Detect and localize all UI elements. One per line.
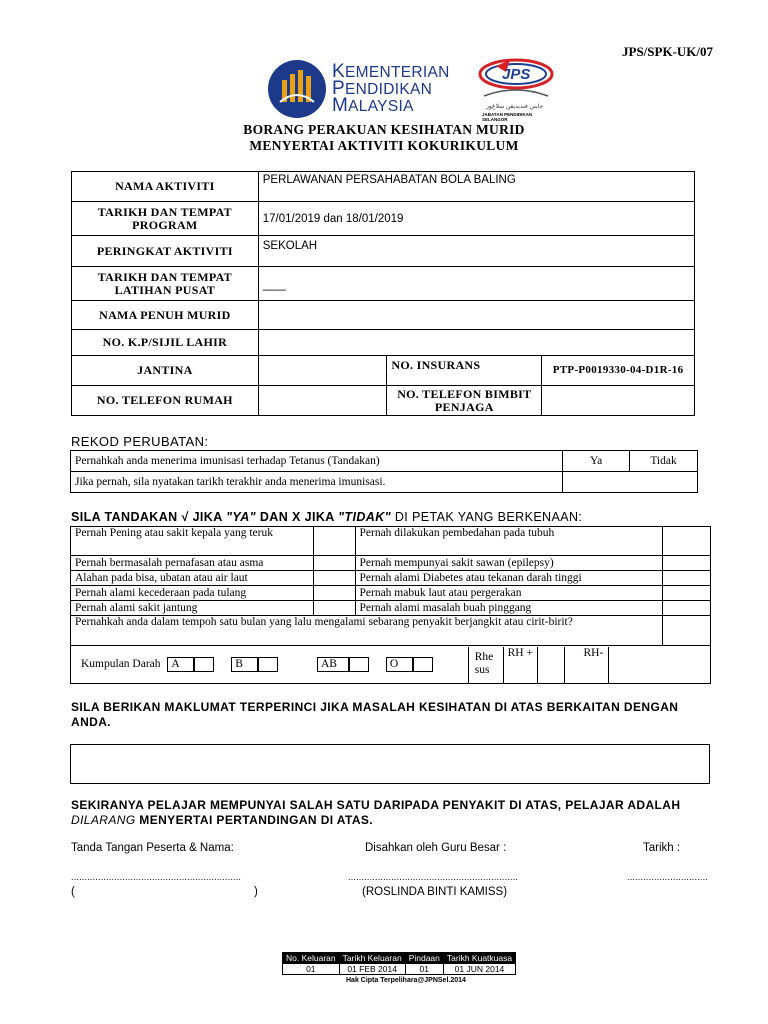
- rh-neg-box[interactable]: [608, 647, 637, 683]
- peringkat-label: PERINGKAT AKTIVITI: [72, 236, 259, 267]
- kpm-line-1: KEMENTERIAN: [332, 61, 450, 82]
- tarikh-imunisasi-field[interactable]: [563, 472, 698, 493]
- jps-subtitle: JABATAN PENDIDIKAN SELANGOR: [482, 112, 533, 122]
- penyakit-table: [70, 526, 711, 684]
- left-checkbox[interactable]: [313, 571, 355, 586]
- left-checkbox[interactable]: [313, 586, 355, 601]
- kpm-logo: [266, 58, 466, 122]
- tarikh-imunisasi-question: Jika pernah, sila nyatakan tarikh terakhir anda menerima imunisasi.: [71, 472, 563, 493]
- right-checkbox[interactable]: [663, 556, 711, 571]
- rhesus-label: Rhesus: [468, 647, 494, 683]
- tanda-heading-pre: SILA TANDAKAN √ JIKA: [71, 510, 227, 524]
- insurans-label: NO. INSURANS: [387, 356, 542, 386]
- footer-table: [282, 952, 516, 975]
- nama-aktiviti-field[interactable]: PERLAWANAN PERSAHABATAN BOLA BALING: [258, 172, 694, 202]
- kumpulan-darah-label: Kumpulan Darah: [81, 658, 161, 671]
- blood-ab-box[interactable]: [349, 657, 369, 672]
- warning-dilarang: DILARANG: [71, 813, 136, 827]
- left-checkbox[interactable]: [313, 601, 355, 616]
- right-checkbox[interactable]: [663, 527, 711, 556]
- rh-pos-box[interactable]: [537, 647, 565, 683]
- tanda-heading-mid: DAN X JIKA: [255, 510, 339, 524]
- blood-o[interactable]: [386, 658, 433, 670]
- footer-value: 01 FEB 2014: [339, 964, 405, 975]
- kp-label: NO. K.P/SIJIL LAHIR: [72, 330, 259, 356]
- warning-line-1: SEKIRANYA PELAJAR MEMPUNYAI SALAH SATU DARIPADA PENYAKIT DI ATAS, PELAJAR ADALAH: [71, 798, 681, 812]
- paren-open: (: [71, 886, 75, 898]
- rh-neg-label: RH-: [583, 646, 604, 659]
- blood-o-label: O: [386, 657, 413, 672]
- right-condition: Pernah alami Diabetes atau tekanan darah tinggi: [355, 571, 663, 586]
- blood-ab-label: AB: [317, 657, 349, 672]
- tanda-heading: [71, 510, 582, 524]
- maklumat-field[interactable]: [70, 744, 710, 784]
- tanda-heading-tidak: "TIDAK": [338, 510, 391, 524]
- kpm-line-2: PENDIDIKAN: [332, 78, 433, 99]
- guru-signature-line[interactable]: ...............................................................: [348, 872, 519, 882]
- right-checkbox[interactable]: [663, 571, 711, 586]
- rh-pos-label: RH +: [503, 647, 537, 683]
- blood-group-row: [71, 646, 356, 684]
- tarikh-latihan-label: TARIKH DAN TEMPAT LATIHAN PUSAT: [72, 267, 259, 301]
- kpm-line-3: MALAYSIA: [332, 95, 414, 116]
- blood-b-label: B: [231, 657, 258, 672]
- ya-option[interactable]: Ya: [563, 451, 630, 472]
- kp-field[interactable]: [258, 330, 694, 356]
- blood-a-box[interactable]: [194, 657, 214, 672]
- jantina-label: JANTINA: [72, 356, 259, 386]
- blood-o-box[interactable]: [413, 657, 433, 672]
- guru-label: Disahkan oleh Guru Besar :: [365, 842, 507, 854]
- footer-value: 01: [405, 964, 443, 975]
- blood-ab[interactable]: [317, 658, 369, 670]
- berjangkit-checkbox[interactable]: [663, 616, 711, 646]
- right-checkbox[interactable]: [663, 586, 711, 601]
- svg-text:ﺟﺎﺑﺘﻦ ﻓﻨﺪﻳﺪﻳﻘﻦ ﺳﻼڠﻮر: ﺟﺎﺑﺘﻦ ﻓﻨﺪﻳﺪﻳﻘﻦ ﺳﻼڠﻮر: [486, 104, 544, 110]
- tanda-heading-post: DI PETAK YANG BERKENAAN:: [390, 510, 583, 524]
- tidak-option[interactable]: Tidak: [630, 451, 698, 472]
- telefon-rumah-field[interactable]: [258, 386, 387, 416]
- nama-murid-label: NAMA PENUH MURID: [72, 301, 259, 330]
- blood-rhesus-row: [321, 646, 711, 684]
- tarikh-label: Tarikh :: [643, 842, 681, 854]
- tarikh-line[interactable]: ..............................: [627, 872, 709, 882]
- nama-aktiviti-label: NAMA AKTIVITI: [72, 172, 259, 202]
- maklumat-heading: SILA BERIKAN MAKLUMAT TERPERINCI JIKA MASALAH KESIHATAN DI ATAS BERKAITAN DENGAN ANDA.: [71, 700, 679, 729]
- form-code: JPS/SPK-UK/07: [622, 44, 714, 59]
- telefon-penjaga-field[interactable]: [542, 386, 695, 416]
- footer-value: 01 JUN 2014: [443, 964, 515, 975]
- svg-text:JPS: JPS: [502, 66, 531, 83]
- telefon-rumah-label: NO. TELEFON RUMAH: [72, 386, 259, 416]
- tanda-heading-ya: "YA": [226, 510, 256, 524]
- right-condition: Pernah mabuk laut atau pergerakan: [355, 586, 663, 601]
- jantina-field[interactable]: [258, 356, 387, 386]
- title-line-2: MENYERTAI AKTIVITI KOKURIKULUM: [249, 138, 519, 153]
- rekod-table: [70, 450, 698, 493]
- blood-a-label: A: [167, 657, 194, 672]
- tarikh-latihan-field[interactable]: ——: [258, 267, 694, 301]
- kpm-emblem-icon: [266, 58, 328, 120]
- left-checkbox[interactable]: [313, 527, 355, 556]
- warning-text: [71, 798, 761, 828]
- right-condition: Pernah dilakukan pembedahan pada tubuh: [355, 527, 663, 556]
- nama-murid-field[interactable]: [258, 301, 694, 330]
- insurans-field[interactable]: PTP-P0019330-04-D1R-16: [542, 356, 695, 386]
- peringkat-field[interactable]: SEKOLAH: [258, 236, 694, 267]
- footer-header: Tarikh Keluaran: [339, 953, 405, 964]
- footer-value: 01: [283, 964, 340, 975]
- copyright: Hak Cipta Terpelihara@JPNSel.2014: [346, 977, 466, 984]
- guru-name: (ROSLINDA BINTI KAMISS): [362, 886, 508, 898]
- form-title: [0, 122, 768, 154]
- details-table: [71, 171, 695, 416]
- footer-header: Tarikh Kuatkuasa: [443, 953, 515, 964]
- jps-logo: [476, 52, 556, 122]
- right-condition: Pernah alami masalah buah pinggang: [355, 601, 663, 616]
- footer-header: No. Keluaran: [283, 953, 340, 964]
- berjangkit-question: Pernahkah anda dalam tempoh satu bulan yang lalu mengalami sebarang penyakit berjangkit atau cirit-birit?: [71, 616, 663, 646]
- peserta-signature-line[interactable]: ...............................................................: [71, 872, 242, 882]
- paren-close: ): [254, 886, 258, 898]
- peserta-label: Tanda Tangan Peserta & Nama:: [71, 842, 234, 854]
- left-checkbox[interactable]: [313, 556, 355, 571]
- tarikh-program-label: TARIKH DAN TEMPAT PROGRAM: [72, 202, 259, 236]
- left-condition: Pernah alami sakit jantung: [71, 601, 314, 616]
- right-condition: Pernah mempunyai sakit sawan (epilepsy): [355, 556, 663, 571]
- telefon-penjaga-label: NO. TELEFON BIMBIT PENJAGA: [387, 386, 542, 416]
- right-checkbox[interactable]: [663, 601, 711, 616]
- left-condition: Pernah Pening atau sakit kepala yang teruk: [71, 527, 314, 556]
- title-line-1: BORANG PERAKUAN KESIHATAN MURID: [243, 122, 525, 137]
- rekod-heading: REKOD PERUBATAN:: [71, 434, 209, 449]
- left-condition: Pernah bermasalah pernafasan atau asma: [71, 556, 314, 571]
- left-condition: Alahan pada bisa, ubatan atau air laut: [71, 571, 314, 586]
- warning-line-2: MENYERTAI PERTANDINGAN DI ATAS.: [135, 813, 374, 827]
- tetanus-question: Pernahkah anda menerima imunisasi terhadap Tetanus (Tandakan): [71, 451, 563, 472]
- tarikh-program-field[interactable]: 17/01/2019 dan 18/01/2019: [258, 202, 694, 236]
- left-condition: Pernah alami kecederaan pada tulang: [71, 586, 314, 601]
- blood-a[interactable]: [167, 658, 214, 670]
- blood-b[interactable]: [231, 658, 278, 670]
- footer-header: Pindaan: [405, 953, 443, 964]
- blood-b-box[interactable]: [258, 657, 278, 672]
